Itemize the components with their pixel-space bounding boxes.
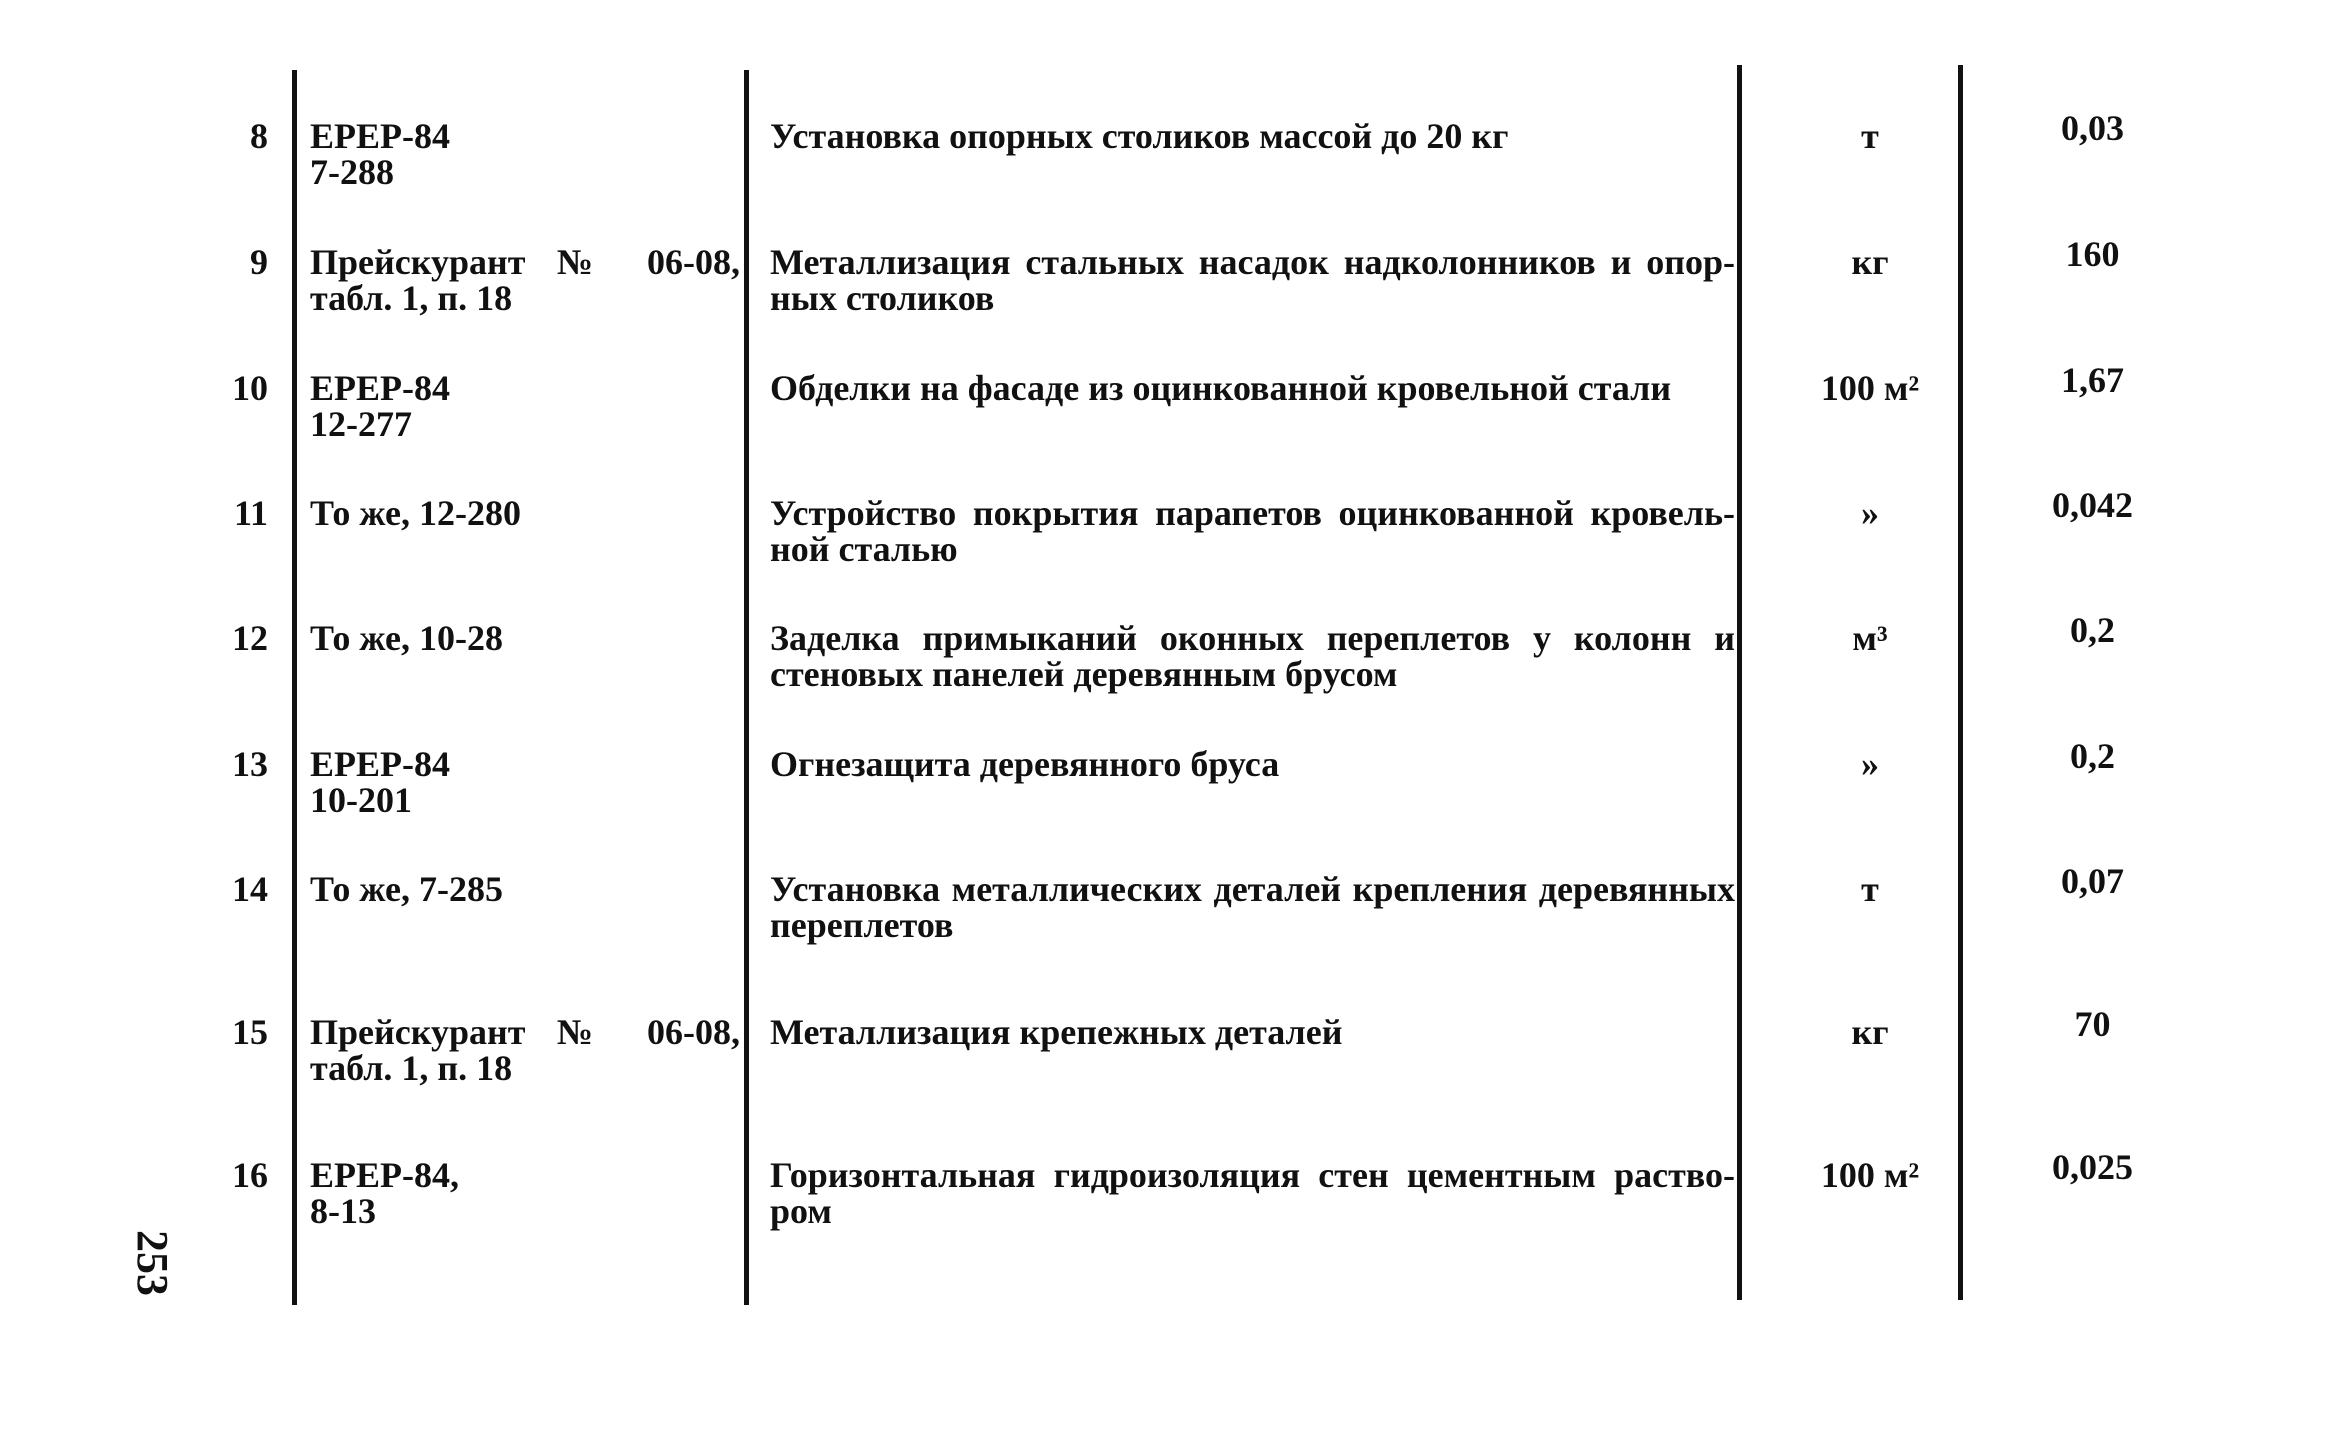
row-number: 15 — [232, 1012, 268, 1052]
source-reference — [310, 1157, 740, 1229]
row-number: 12 — [232, 618, 268, 658]
description-line: ной сталью — [770, 529, 958, 569]
unit-of-measure: » — [1861, 744, 1879, 784]
unit-of-measure: т — [1861, 116, 1879, 156]
column-rule-unit — [1737, 65, 1742, 1300]
source-line: 10-201 — [310, 780, 412, 820]
description-line: ных столиков — [770, 278, 995, 318]
description-line: Обделки на фасаде из оцинкованной кровельной стали — [770, 368, 1672, 408]
source-reference — [310, 118, 740, 190]
work-description — [770, 746, 1735, 782]
work-description — [770, 244, 1735, 316]
source-line: табл. 1, п. 18 — [310, 1048, 513, 1088]
work-description — [770, 1157, 1735, 1229]
source-reference — [310, 620, 740, 656]
row-number: 9 — [250, 242, 268, 282]
source-line: 7-288 — [310, 152, 394, 192]
quantity: 0,07 — [2061, 861, 2124, 901]
source-line: Прейскурант № 06-08, — [310, 242, 740, 282]
quantity: 0,03 — [2061, 108, 2124, 148]
unit-of-measure: 100 м² — [1820, 1155, 1920, 1195]
source-reference — [310, 495, 740, 531]
source-reference — [310, 746, 740, 818]
source-line: ЕРЕР-84, — [310, 1155, 459, 1195]
unit-of-measure: т — [1861, 869, 1879, 909]
work-description — [770, 620, 1735, 692]
description-line: переплетов — [770, 905, 954, 945]
quantity: 160 — [2065, 234, 2120, 274]
source-line: ЕРЕР-84 — [310, 116, 450, 156]
row-number: 16 — [232, 1155, 268, 1195]
source-line: 12-277 — [310, 404, 412, 444]
quantity: 70 — [2074, 1004, 2111, 1044]
quantity: 0,042 — [2052, 485, 2133, 525]
row-number: 10 — [232, 368, 268, 408]
quantity: 1,67 — [2061, 360, 2124, 400]
quantity: 0,025 — [2052, 1147, 2133, 1187]
description-line: Горизонтальная гидроизоляция стен цементным раство- — [770, 1155, 1735, 1195]
source-line: 8-13 — [310, 1191, 376, 1231]
unit-of-measure: 100 м² — [1820, 368, 1920, 408]
description-line: Огнезащита деревянного бруса — [770, 744, 1280, 784]
description-line: Металлизация стальных насадок надколонников и опор- — [770, 242, 1735, 282]
source-reference — [310, 370, 740, 442]
page-number: 253 — [128, 1230, 177, 1296]
description-line: Заделка примыканий оконных переплетов у колонн и — [770, 618, 1735, 658]
description-line: ром — [770, 1191, 832, 1231]
source-reference — [310, 871, 740, 907]
unit-of-measure: кг — [1851, 242, 1889, 282]
description-line: Устройство покрытия парапетов оцинкованной кровель- — [770, 493, 1735, 533]
source-reference — [310, 1014, 740, 1086]
description-line: Металлизация крепежных деталей — [770, 1012, 1343, 1052]
work-description — [770, 495, 1735, 567]
row-number: 11 — [233, 493, 268, 533]
column-rule-description — [744, 70, 749, 1305]
source-line: То же, 12-280 — [310, 493, 521, 533]
quantity: 0,2 — [2070, 610, 2115, 650]
description-line: стеновых панелей деревянным брусом — [770, 654, 1398, 694]
source-line: ЕРЕР-84 — [310, 744, 450, 784]
source-line: табл. 1, п. 18 — [310, 278, 513, 318]
row-number: 13 — [232, 744, 268, 784]
row-number: 14 — [232, 869, 268, 909]
work-description — [770, 370, 1735, 406]
unit-of-measure: » — [1861, 493, 1879, 533]
source-line: То же, 7-285 — [310, 869, 503, 909]
row-number: 8 — [250, 116, 268, 156]
unit-of-measure: м³ — [1852, 618, 1888, 658]
description-line: Установка металлических деталей крепления деревянных — [770, 869, 1735, 909]
unit-of-measure: кг — [1851, 1012, 1889, 1052]
column-rule-source — [292, 70, 297, 1305]
work-description — [770, 1014, 1735, 1050]
source-line: ЕРЕР-84 — [310, 368, 450, 408]
quantity: 0,2 — [2070, 736, 2115, 776]
source-reference — [310, 244, 740, 316]
description-line: Установка опорных столиков массой до 20 кг — [770, 116, 1509, 156]
source-line: Прейскурант № 06-08, — [310, 1012, 740, 1052]
source-line: То же, 10-28 — [310, 618, 503, 658]
work-description — [770, 118, 1735, 154]
work-description — [770, 871, 1735, 943]
